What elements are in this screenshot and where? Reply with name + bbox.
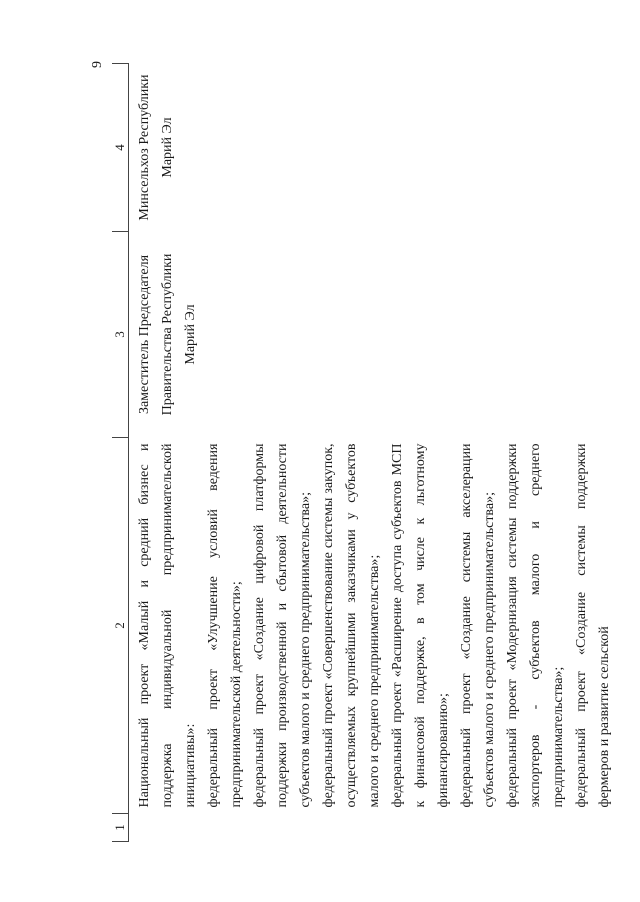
header-col-1: 1 — [112, 814, 129, 842]
header-col-3: 3 — [112, 232, 129, 438]
federal-project: федеральный проект «Создание системы поддержки фермеров и развитие сельской — [574, 443, 612, 808]
federal-project: федеральный проект «Создание системы акселерации субъектов малого и среднего предпринимательства»; — [459, 443, 497, 808]
cell-number — [129, 814, 617, 842]
federal-project: федеральный проект «Модернизация системы поддержки экспортеров - субъектов малого и среднего предпринимательства»; — [505, 443, 566, 808]
national-project: Национальный проект «Малый и средний бизнес и поддержка индивидуальной предпринимательской инициативы»: — [137, 443, 198, 808]
page-number: 9 — [90, 61, 105, 68]
header-col-4: 4 — [112, 64, 129, 232]
document-table — [112, 63, 616, 842]
federal-project: федеральный проект «Создание цифровой платформы поддержки производственной и сбытовой деятельности субъектов малого и среднего предпринимательства»; — [252, 443, 313, 808]
cell-executor: Минсельхоз Республики Марий Эл — [137, 74, 175, 221]
federal-project: федеральный проект «Совершенствование системы закупок, осуществляемых крупнейшими заказчиками у субъектов малого и среднего предпринимательства»; — [321, 443, 382, 808]
table-header-row — [112, 64, 129, 842]
cell-responsible: Заместитель Председателя Правительства Республики Марий Эл — [137, 253, 198, 416]
cell-projects — [129, 438, 617, 814]
table-row — [129, 64, 617, 842]
federal-project: федеральный проект «Расширение доступа субъектов МСП к финансовой поддержке, в том числе к льготному финансированию»; — [390, 443, 451, 808]
rotated-table-container — [112, 64, 612, 842]
header-col-2: 2 — [112, 438, 129, 814]
federal-project: федеральный проект «Улучшение условий ведения предпринимательской деятельности»; — [206, 443, 244, 808]
